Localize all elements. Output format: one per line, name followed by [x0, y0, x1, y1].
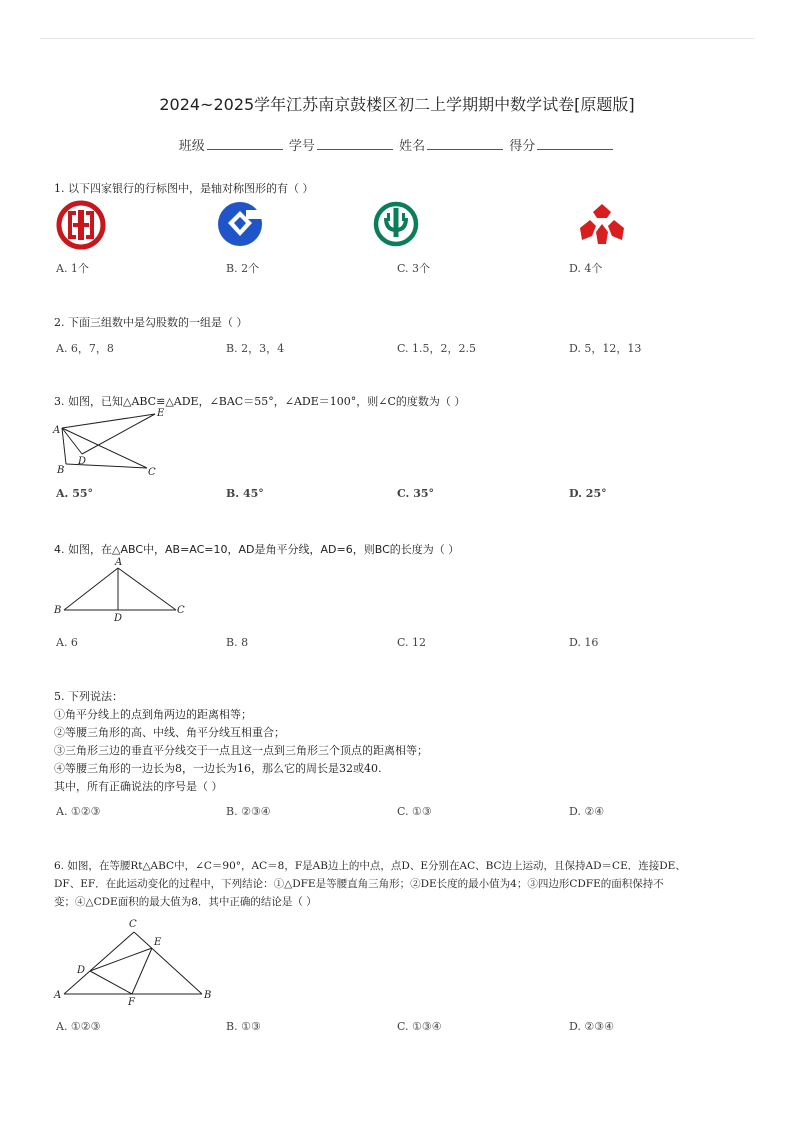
student-info-line [0, 135, 794, 154]
q5-statement-4: ④等腰三角形的一边长为8，一边长为16，那么它的周长是32或40. [54, 762, 382, 775]
q3-label-e: E [157, 408, 165, 419]
name-blank[interactable] [427, 139, 503, 150]
q2-option-b[interactable]: B. 2，3，4 [226, 342, 285, 355]
q4-label-d: D [114, 613, 123, 624]
q3-stem: 3. 如图，已知△ABC≌△ADE，∠BAC＝55°，∠ADE＝100°，则∠C的度数为（ ） [54, 395, 466, 408]
id-label: 学号 [288, 139, 315, 154]
q5-statement-3: ③三角形三边的垂直平分线交于一点且这一点到三角形三个顶点的距离相等； [54, 744, 428, 757]
q5-option-c[interactable]: C. ①③ [397, 805, 432, 818]
q1-option-a[interactable]: A. 1个 [56, 262, 89, 275]
q6-stem-line-1: 6. 如图，在等腰Rt△ABC中，∠C＝90°，AC＝8，F是AB边上的中点，点D、E分别在AC、BC边上运动，且保持AD＝CE．连接DE、 [54, 860, 686, 872]
q5-statement-2: ②等腰三角形的高、中线、角平分线互相重合； [54, 726, 285, 739]
q5-option-d[interactable]: D. ②④ [569, 805, 605, 818]
q4-stem: 4. 如图，在△ABC中，AB=AC=10，AD是角平分线，AD=6，则BC的长度为（ ） [54, 543, 460, 556]
q4-label-a: A [115, 557, 123, 568]
q6-label-e: E [154, 937, 162, 948]
q2-option-d[interactable]: D. 5，12，13 [569, 342, 642, 355]
abc-logo [372, 200, 420, 248]
q5-option-a[interactable]: A. ①②③ [56, 805, 101, 818]
q1-option-d[interactable]: D. 4个 [569, 262, 603, 275]
q6-label-f: F [128, 997, 135, 1006]
q2-stem: 2. 下面三组数中是勾股数的一组是（ ） [54, 316, 248, 329]
q6-option-a[interactable]: A. ①②③ [56, 1020, 101, 1033]
page-title: 2024~2025学年江苏南京鼓楼区初二上学期期中数学试卷[原题版] [159, 95, 635, 114]
q2-option-a[interactable]: A. 6，7，8 [56, 342, 114, 355]
q3-option-d[interactable]: D. 25° [569, 487, 607, 500]
q1-option-b[interactable]: B. 2个 [226, 262, 260, 275]
q6-option-c[interactable]: C. ①③④ [397, 1020, 442, 1033]
q6-label-d: D [77, 965, 86, 976]
q6-label-c: C [129, 919, 137, 930]
header-rule [40, 38, 754, 39]
q6-stem-line-2: DF、EF．在此运动变化的过程中，下列结论：①△DFE是等腰直角三角形；②DE长度的最小值为4；③四边形CDFE的面积保持不 [54, 878, 664, 890]
q3-option-c[interactable]: C. 35° [397, 487, 435, 500]
q3-label-a: A [53, 425, 61, 436]
name-label: 姓名 [399, 139, 426, 154]
q1-stem: 1. 以下四家银行的行标图中，是轴对称图形的有（ ） [54, 182, 314, 195]
q3-label-d: D [78, 456, 87, 467]
q4-figure [52, 555, 192, 625]
q6-option-d[interactable]: D. ②③④ [569, 1020, 615, 1033]
q4-option-d[interactable]: D. 16 [569, 636, 599, 649]
q4-option-b[interactable]: B. 8 [226, 636, 249, 649]
q4-option-a[interactable]: A. 6 [56, 636, 78, 649]
q3-label-b: B [57, 465, 65, 476]
q5-option-b[interactable]: B. ②③④ [226, 805, 271, 818]
q5-question: 其中，所有正确说法的序号是（ ） [54, 780, 223, 793]
class-label: 班级 [178, 139, 205, 154]
q1-option-c[interactable]: C. 3个 [397, 262, 431, 275]
q6-label-b: B [204, 990, 212, 1001]
score-blank[interactable] [537, 139, 613, 150]
q4-label-b: B [54, 605, 62, 616]
q6-option-b[interactable]: B. ①③ [226, 1020, 261, 1033]
ccb-logo [216, 200, 264, 248]
q3-figure [52, 406, 172, 478]
icbc-logo [56, 200, 106, 250]
class-blank[interactable] [207, 139, 283, 150]
q3-label-c: C [148, 467, 156, 478]
q3-option-b[interactable]: B. 45° [226, 487, 264, 500]
q4-label-c: C [177, 605, 185, 616]
q5-statement-1: ①角平分线上的点到角两边的距离相等； [54, 708, 252, 721]
q2-option-c[interactable]: C. 1.5，2，2.5 [397, 342, 477, 355]
score-label: 得分 [509, 139, 536, 154]
q5-stem: 5. 下列说法： [54, 690, 123, 703]
bcm-logo [576, 202, 628, 248]
q3-option-a[interactable]: A. 55° [56, 487, 94, 500]
q6-stem-line-3: 变；④△CDE面积的最大值为8．其中正确的结论是（ ） [54, 896, 317, 908]
q6-figure [52, 914, 217, 1006]
q4-option-c[interactable]: C. 12 [397, 636, 427, 649]
id-blank[interactable] [317, 139, 393, 150]
q6-label-a: A [54, 990, 62, 1001]
